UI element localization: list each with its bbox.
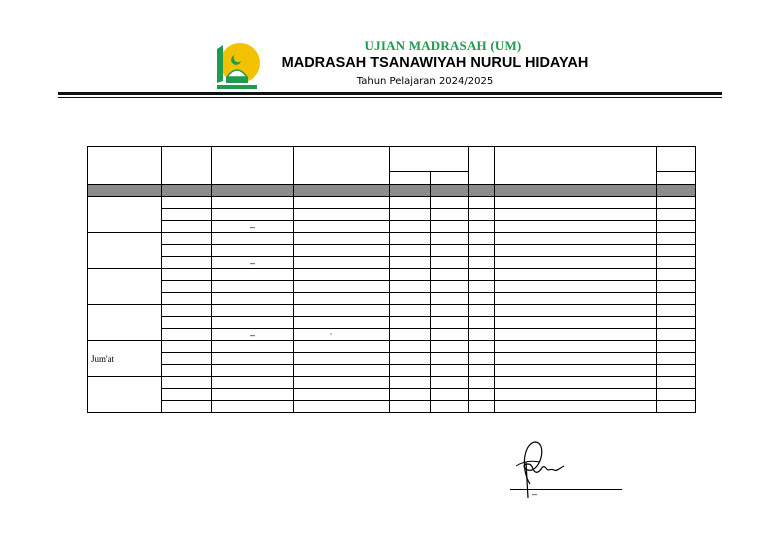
exam-title: UJIAN MADRASAH (UM) [364, 38, 522, 53]
table-row [88, 233, 696, 245]
day-cell [88, 269, 162, 305]
day-cell [88, 377, 162, 413]
header-cell [657, 172, 696, 185]
school-name: MADRASAH TSANAWIYAH NURUL HIDAYAH [281, 55, 589, 71]
table-row [88, 257, 696, 269]
table-row [88, 221, 696, 233]
table-row [88, 401, 696, 413]
header-cell [431, 172, 469, 185]
signature [510, 438, 570, 500]
header-cell [390, 172, 431, 185]
header-cell [495, 147, 657, 185]
header-rule-thick [58, 92, 722, 95]
table-row [88, 341, 696, 353]
day-cell [88, 305, 162, 341]
header-cell [390, 147, 469, 172]
table-row [88, 365, 696, 377]
stray-mark: , [330, 329, 332, 336]
table-row [88, 293, 696, 305]
table-row [88, 209, 696, 221]
dash-mark: – [212, 329, 294, 341]
table-row [88, 305, 696, 317]
academic-year: Tahun Pelajaran 2024/2025 [356, 76, 494, 87]
dash-mark: – [212, 221, 294, 233]
day-cell [88, 233, 162, 269]
table-row [88, 377, 696, 389]
table-header-row [88, 147, 696, 172]
exam-schedule-table [87, 146, 696, 413]
day-cell-jumat: Jum'at [88, 341, 162, 377]
header-cell [294, 147, 390, 185]
table-row [88, 353, 696, 365]
header-rule-thin [58, 97, 722, 98]
table-row [88, 317, 696, 329]
school-logo [213, 41, 261, 91]
dash-mark: – [212, 257, 294, 269]
table-row [88, 197, 696, 209]
table-row [88, 281, 696, 293]
header-cell [212, 147, 294, 185]
header-cell [657, 147, 696, 172]
day-cell [88, 197, 162, 233]
table-row [88, 269, 696, 281]
header-cell [88, 147, 162, 185]
header-cell [469, 147, 495, 185]
table-row [88, 389, 696, 401]
table-band-row [88, 185, 696, 197]
header-cell [162, 147, 212, 185]
signature-dash: – [532, 489, 538, 499]
signature-line [510, 489, 622, 490]
table-row [88, 245, 696, 257]
table-row [88, 329, 696, 341]
